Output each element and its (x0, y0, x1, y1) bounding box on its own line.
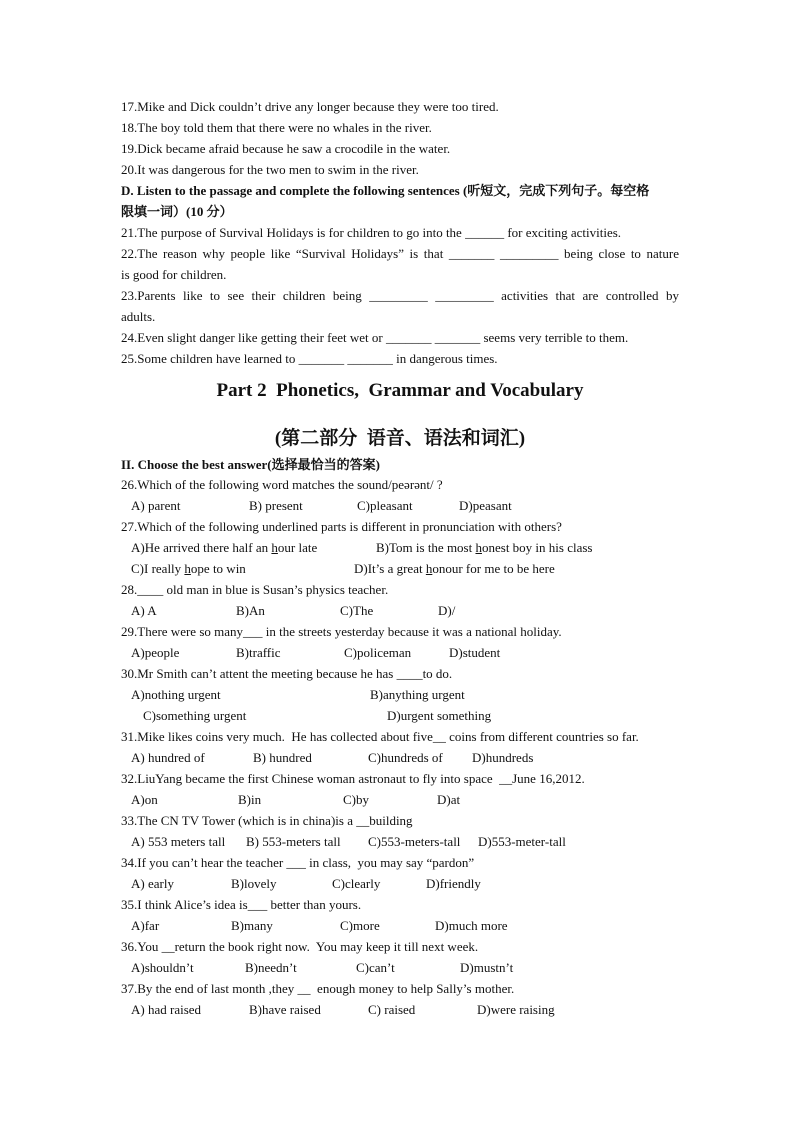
question-28-option-c: C)The (340, 603, 374, 618)
question-28-stem: 28.____ old man in blue is Susan’s physics teacher. (121, 582, 389, 597)
question-21: 21.The purpose of Survival Holidays is for children to go into the ______ for exciting activities. (121, 225, 622, 240)
question-26-option-b: B) present (249, 498, 303, 513)
question-35-option-d: D)much more (435, 918, 508, 933)
question-26-stem: 26.Which of the following word matches the sound/peərənt/ ? (121, 477, 443, 492)
question-32-option-b: B)in (238, 792, 262, 807)
question-37-option-c: C) raised (368, 1002, 416, 1017)
section-d-instruction-line2: 限填一词）(10 分） (121, 204, 233, 219)
question-34-option-c: C)clearly (332, 876, 381, 891)
question-27-option-b: B)Tom is the most honest boy in his class (376, 540, 593, 555)
question-23-line1: 23.Parents like to see their children being _________ _________ activities that are controlled by (121, 288, 679, 303)
question-31-option-b: B) hundred (253, 750, 312, 765)
question-34-option-d: D)friendly (426, 876, 481, 891)
question-30-stem: 30.Mr Smith can’t attent the meeting because he has ____to do. (121, 666, 453, 681)
section-d-instruction-line1: D. Listen to the passage and complete the following sentences (听短文，完成下列句子。每空格 (121, 183, 650, 198)
question-26-option-c: C)pleasant (357, 498, 413, 513)
question-30-option-a: A)nothing urgent (131, 687, 221, 702)
question-33-option-d: D)553-meter-tall (478, 834, 566, 849)
question-32-option-a: A)on (131, 792, 158, 807)
question-26-option-a: A) parent (131, 498, 181, 513)
question-29-stem: 29.There were so many___ in the streets yesterday because it was a national holiday. (121, 624, 562, 639)
question-28-option-d: D)/ (438, 603, 456, 618)
question-37-option-a: A) had raised (131, 1002, 202, 1017)
question-28-option-a: A) A (131, 603, 157, 618)
question-30-option-c: C)something urgent (143, 708, 247, 723)
question-29-option-d: D)student (449, 645, 501, 660)
question-33-option-c: C)553-meters-tall (368, 834, 461, 849)
question-35-stem: 35.I think Alice’s idea is___ better than yours. (121, 897, 362, 912)
question-23-line2: adults. (121, 309, 156, 324)
question-34-option-a: A) early (131, 876, 174, 891)
question-33-option-a: A) 553 meters tall (131, 834, 226, 849)
question-27-stem: 27.Which of the following underlined parts is different in pronunciation with others? (121, 519, 562, 534)
question-27-option-a: A)He arrived there half an hour late (131, 540, 318, 555)
question-33-stem: 33.The CN TV Tower (which is in china)is a __building (121, 813, 413, 828)
question-37-option-d: D)were raising (477, 1002, 555, 1017)
question-22-line1: 22.The reason why people like “Survival Holidays” is that _______ _________ being close to nature (121, 246, 679, 261)
question-36-option-a: A)shouldn’t (131, 960, 194, 975)
question-31-option-d: D)hundreds (472, 750, 534, 765)
question-32-option-c: C)by (343, 792, 369, 807)
question-32-option-d: D)at (437, 792, 461, 807)
question-36-option-b: B)needn’t (245, 960, 297, 975)
question-32-stem: 32.LiuYang became the first Chinese woman astronaut to fly into space __June 16,2012. (121, 771, 585, 786)
question-18: 18.The boy told them that there were no whales in the river. (121, 120, 432, 135)
section-ii-heading: II. Choose the best answer(选择最恰当的答案) (121, 457, 380, 472)
question-29-option-b: B)traffic (236, 645, 281, 660)
question-31-option-a: A) hundred of (131, 750, 205, 765)
question-37-stem: 37.By the end of last month ,they __ enough money to help Sally’s mother. (121, 981, 515, 996)
question-27-option-d: D)It’s a great honour for me to be here (354, 561, 555, 576)
question-27-option-c: C)I really hope to win (131, 561, 246, 576)
part2-subtitle: (第二部分 语音、语法和词汇) (274, 428, 526, 449)
question-31-option-c: C)hundreds of (368, 750, 443, 765)
question-37-option-b: B)have raised (249, 1002, 321, 1017)
question-35-option-c: C)more (340, 918, 380, 933)
question-25: 25.Some children have learned to _______ _______ in dangerous times. (121, 351, 498, 366)
question-31-stem: 31.Mike likes coins very much. He has collected about five__ coins from different countries so far. (121, 729, 639, 744)
question-35-option-b: B)many (231, 918, 273, 933)
question-36-stem: 36.You __return the book right now. You may keep it till next week. (121, 939, 479, 954)
question-17: 17.Mike and Dick couldn’t drive any longer because they were too tired. (121, 99, 499, 114)
question-33-option-b: B) 553-meters tall (246, 834, 341, 849)
question-34-stem: 34.If you can’t hear the teacher ___ in class, you may say “pardon” (121, 855, 475, 870)
question-19: 19.Dick became afraid because he saw a crocodile in the water. (121, 141, 451, 156)
part2-title: Part 2 Phonetics, Grammar and Vocabulary (216, 380, 584, 401)
question-30-option-d: D)urgent something (387, 708, 492, 723)
question-36-option-d: D)mustn’t (460, 960, 514, 975)
question-24: 24.Even slight danger like getting their feet wet or _______ _______ seems very terrible to them. (121, 330, 629, 345)
question-26-option-d: D)peasant (459, 498, 512, 513)
question-36-option-c: C)can’t (356, 960, 395, 975)
question-29-option-c: C)policeman (344, 645, 412, 660)
question-28-option-b: B)An (236, 603, 265, 618)
question-29-option-a: A)people (131, 645, 180, 660)
question-22-line2: is good for children. (121, 267, 227, 282)
question-20: 20.It was dangerous for the two men to swim in the river. (121, 162, 419, 177)
question-30-option-b: B)anything urgent (370, 687, 465, 702)
question-34-option-b: B)lovely (231, 876, 277, 891)
question-35-option-a: A)far (131, 918, 160, 933)
